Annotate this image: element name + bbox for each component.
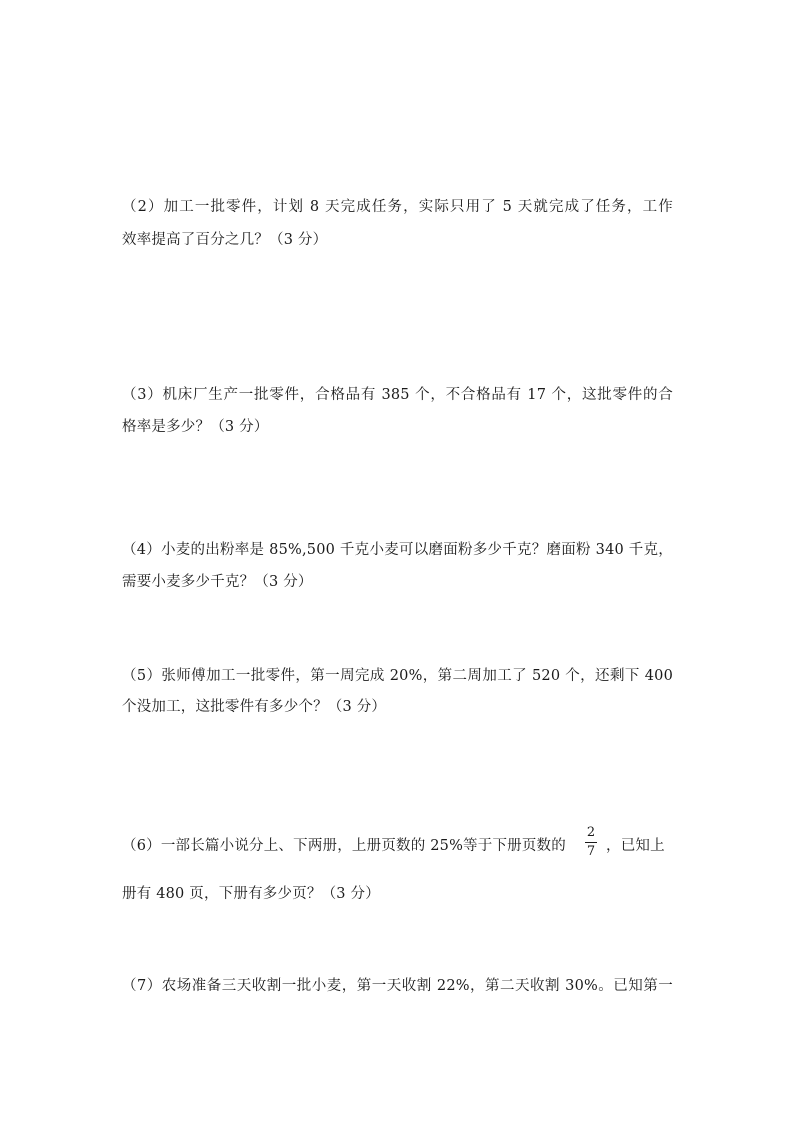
question-2-line-2: 效率提高了百分之几？（3 分） xyxy=(122,232,328,248)
question-2-line-1: （2）加工一批零件，计划 8 天完成任务，实际只用了 5 天就完成了任务，工作 xyxy=(122,199,673,215)
question-6-line-1: （6）一部长篇小说分上、下两册，上册页数的 25%等于下册页数的 xyxy=(122,838,566,854)
question-5-line-2: 个没加工，这批零件有多少个？（3 分） xyxy=(122,699,387,715)
fraction-bar xyxy=(585,842,597,843)
fraction-two-sevenths xyxy=(585,826,597,858)
question-5-line-1: （5）张师傅加工一批零件，第一周完成 20%，第二周加工了 520 个，还剩下 400 xyxy=(122,668,673,684)
question-7-line-1: （7）农场准备三天收割一批小麦，第一天收割 22%，第二天收割 30%。已知第一 xyxy=(122,978,673,994)
question-4-line-2: 需要小麦多少千克？（3 分） xyxy=(122,574,313,590)
fraction-numerator: 2 xyxy=(586,825,596,840)
question-6-line-2: 册有 480 页，下册有多少页？（3 分） xyxy=(122,886,380,902)
question-3-line-1: （3）机床厂生产一批零件，合格品有 385 个，不合格品有 17 个，这批零件的合 xyxy=(122,387,673,403)
question-3-line-2: 格率是多少？（3 分） xyxy=(122,419,269,435)
question-4-line-1: （4）小麦的出粉率是 85%,500 千克小麦可以磨面粉多少千克？磨面粉 340 千克， xyxy=(122,542,673,558)
fraction-denominator: 7 xyxy=(586,844,596,859)
question-6-line-1-tail: ，已知上 xyxy=(606,838,665,854)
